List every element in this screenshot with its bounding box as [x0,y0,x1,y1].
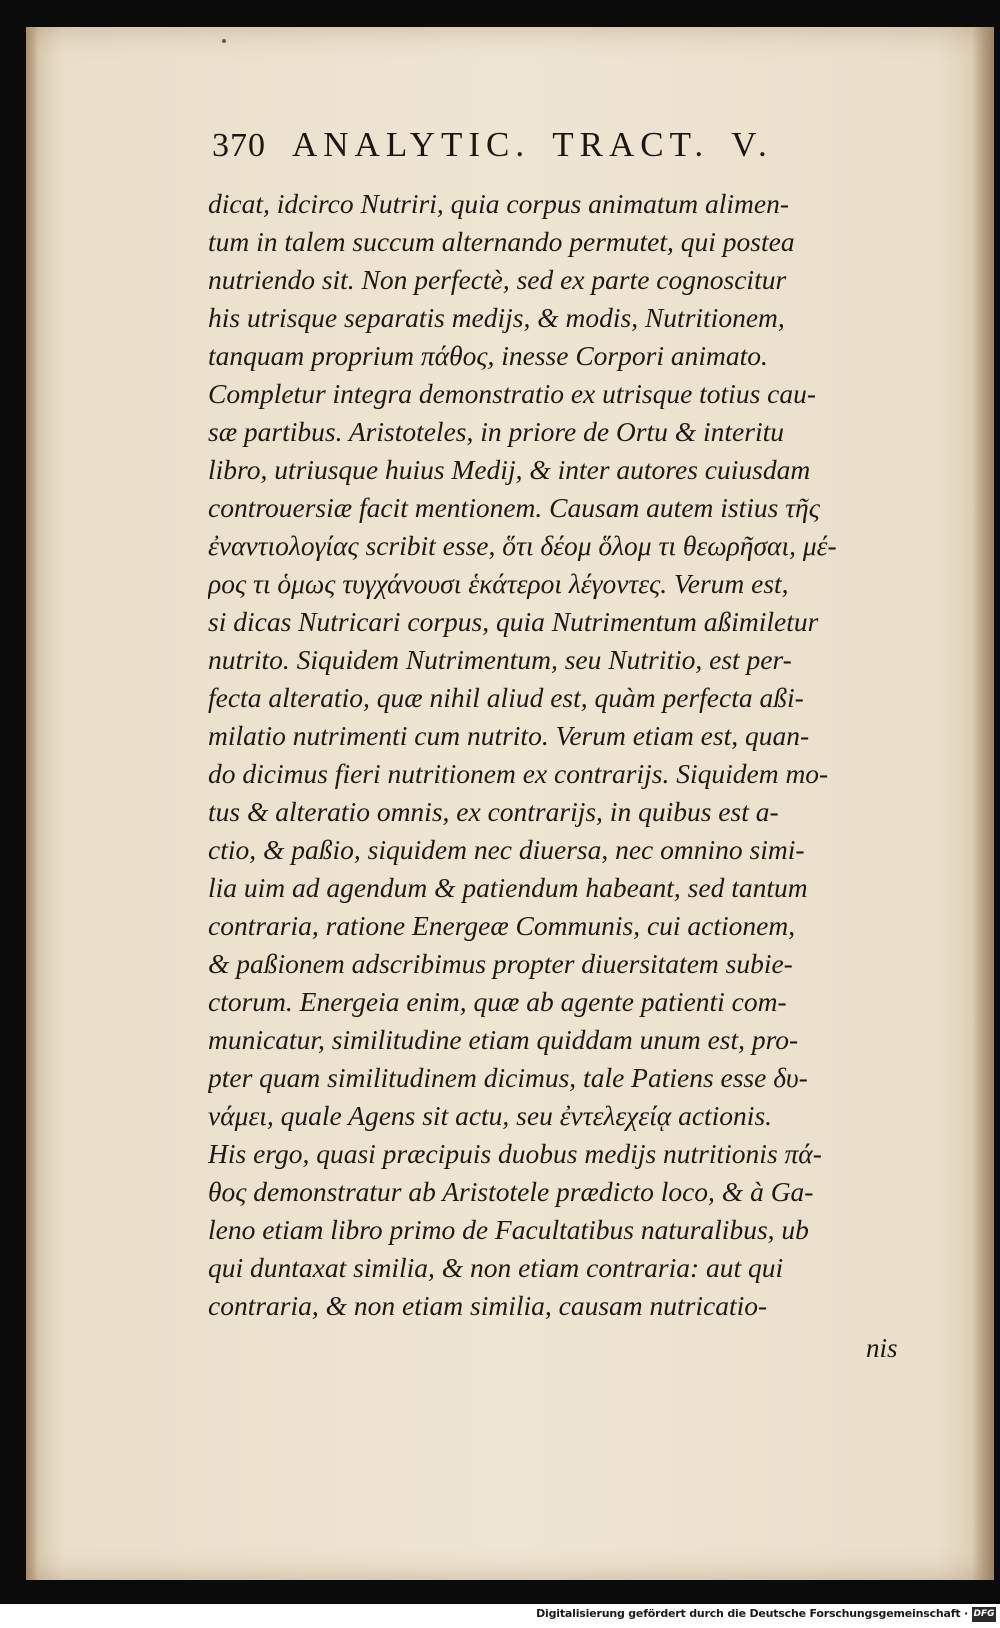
text-line: nutriendo sit. Non perfectè, sed ex parte cognoscitur [208,264,787,295]
page-number: 370 [212,127,266,164]
digitization-footer [0,1604,1000,1628]
body-text [208,185,908,1325]
text-line: do dicimus fieri nutritionem ex contrarijs. Siquidem mo- [208,758,829,789]
funding-credit: Digitalisierung gefördert durch die Deutsche Forschungsgemeinschaft · [536,1607,968,1620]
text-line: fecta alteratio, quæ nihil aliud est, quàm perfecta aßi- [208,682,804,713]
text-line: & paßionem adscribimus propter diuersitatem subie- [208,948,793,979]
text-line: qui duntaxat similia, & non etiam contraria: aut qui [208,1252,784,1283]
catchword: nis [866,1333,898,1363]
text-line: Completur integra demonstratio ex utrisque totius cau- [208,378,817,409]
text-line: contraria, & non etiam similia, causam nutricatio- [208,1290,768,1321]
page-edge-left [26,27,38,1580]
text-line: ἐναντιολογίας scribit esse, ὅτι δέομ ὅλομ τι θεωρῆσαι, μέ- [208,530,837,561]
text-line: lia uim ad agendum & patiendum habeant, sed tantum [208,872,808,903]
text-line: nutrito. Siquidem Nutrimentum, seu Nutritio, est per- [208,644,792,675]
text-line: municatur, similitudine etiam quiddam unum est, pro- [208,1024,799,1055]
text-line: His ergo, quasi præcipuis duobus medijs nutritionis πά- [208,1138,822,1169]
text-line: controuersiæ facit mentionem. Causam autem istius τῆς [208,492,820,523]
text-line: si dicas Nutricari corpus, quia Nutrimentum aßimiletur [208,606,819,637]
text-line: ctio, & paßio, siquidem nec diuersa, nec omnino simi- [208,834,805,865]
text-line: his utrisque separatis medijs, & modis, Nutritionem, [208,302,785,333]
text-line: tum in talem succum alternando permutet, qui postea [208,226,795,257]
margin-speck [222,39,226,43]
text-line: tus & alteratio omnis, ex contrarijs, in quibus est a- [208,796,779,827]
text-line: libro, utriusque huius Medij, & inter autores cuiusdam [208,454,811,485]
text-line: milatio nutrimenti cum nutrito. Verum etiam est, quan- [208,720,810,751]
text-line: tanquam proprium πάθος, inesse Corpori animato. [208,340,768,371]
text-line: contraria, ratione Energeæ Communis, cui actionem, [208,910,796,941]
text-line: ρος τι ὁμως τυγχάνουσι ἑκάτεροι λέγοντες. Verum est, [208,568,789,599]
text-line: dicat, idcirco Nutriri, quia corpus animatum alimen- [208,188,790,219]
text-line: θος demonstratur ab Aristotele prædicto loco, & à Ga- [208,1176,814,1207]
text-line: leno etiam libro primo de Facultatibus naturalibus, ub [208,1214,809,1245]
page-edge-right [972,27,994,1580]
dfg-logo-icon: DFG [972,1607,996,1622]
text-line: pter quam similitudinem dicimus, tale Patiens esse δυ- [208,1062,808,1093]
running-title: ANALYTIC. TRACT. V. [292,125,773,164]
running-head [212,125,852,179]
text-line: νάμει, quale Agens sit actu, seu ἐντελεχείᾳ actionis. [208,1100,773,1131]
text-line: ctorum. Energeia enim, quæ ab agente patienti com- [208,986,787,1017]
text-line: sæ partibus. Aristoteles, in priore de Ortu & interitu [208,416,784,447]
